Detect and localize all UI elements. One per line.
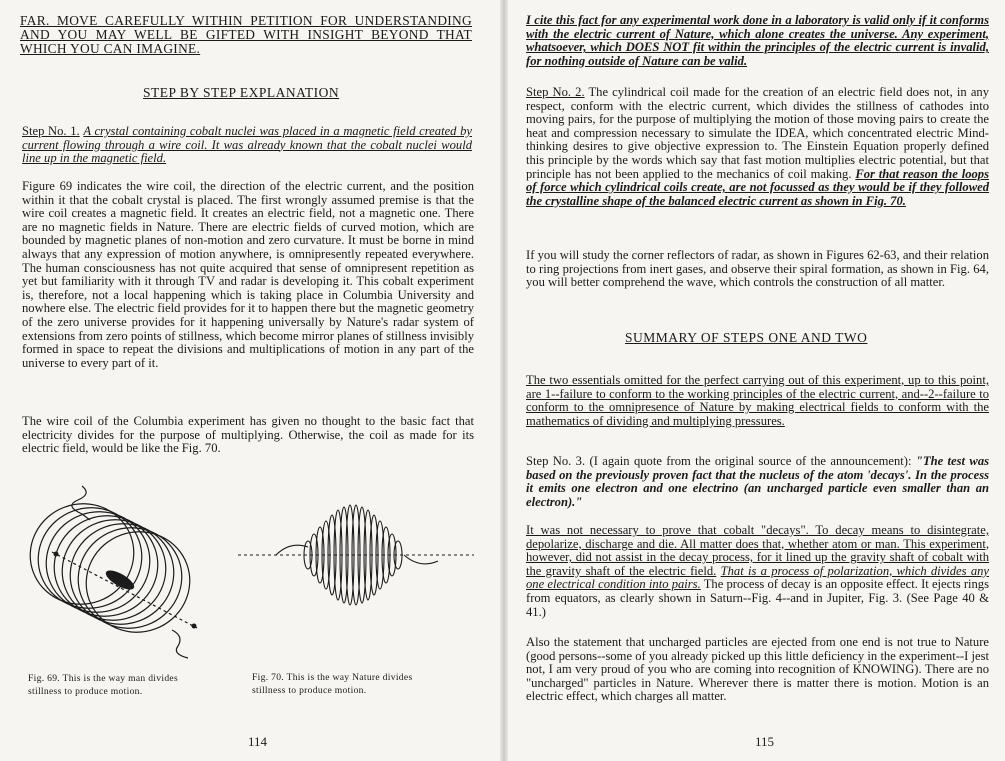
radar-paragraph: If you will study the corner reflectors of radar, as shown in Figures 62-63, and their relation to ring projections from inert gases, and observe their spiral formation, as shown in Fig. 64, you will better comprehend the wave, which controls the construction of all matter.: [526, 248, 989, 290]
decays-text: It was not necessary to prove that cobalt "decays". To decay means to disintegrate, depolarize, discharge and die. All matter does that, whether atom or man. This experiment, however, did not assist in the decay process, for it lined up the gravity shaft of cobalt with the gravity shaft of the electric field.: [526, 523, 989, 578]
fig70-caption-text: This is the way Nature divides stillness to produce motion.: [252, 672, 413, 696]
step2-text: The cylindrical coil made for the creation of an electric field does not, in any respect, conform with the electric current, which divides the stillness of cathodes into moving pairs, for the purpose of multiplying the motion of those moving pairs to create the heat and compression necessary to simulate the IDEA, which concentrated electric Mind-thinking desires to give objective expression to. The Einstein Equation properly defined this principle by the words which say that fast motion multiplies electric potential, but that principle has not been applied to the mechanics of coil making.: [526, 85, 990, 181]
step3-intro: (I again quote from the original source of the announcement):: [589, 454, 912, 468]
heading-summary: SUMMARY OF STEPS ONE AND TWO: [625, 330, 868, 345]
book-gutter: [500, 0, 508, 761]
step2-bold-text: For that reason the loops of force which cylindrical coils create, are not focussed as they would be if they followed the crystalline shape of the balanced electric current as shown in Fig. 70.: [526, 166, 989, 208]
step1-paragraph: [22, 125, 472, 166]
left-page: [0, 0, 500, 761]
heading-step-by-step: STEP BY STEP EXPLANATION: [143, 85, 340, 100]
step3-paragraph: [526, 455, 989, 509]
summary-paragraph: The two essentials omitted for the perfect carrying out of this experiment, up to this point, are 1--failure to conform to the working principles of the electric current, and--2--failure to conform to the omnipresence of Nature by making electrical fields to conform with the mathematics of dividing and multiplying pressures.: [526, 373, 989, 428]
decays-paragraph: [526, 524, 989, 619]
step2-paragraph: [526, 86, 989, 208]
page-number-right: 115: [755, 734, 775, 749]
polarization-text: That is a process of polarization, which divides any one electrical condition into pairs.: [526, 563, 990, 592]
step1-label: Step No. 1.: [22, 124, 80, 138]
opening-quote-paragraph: I cite this fact for any experimental work done in a laboratory is valid only if it conforms with the electric current of Nature, which alone creates the universe. Any experiment, whatsoever, which DOES NOT fit within the principles of the electric current is invalid, for nothing outside of Nature can be valid.: [526, 13, 989, 68]
fig69-discussion-paragraph: Figure 69 indicates the wire coil, the direction of the electric current, and the position within it that the cobalt crystal is placed. The first wrongly assumed premise is that the wire coil creates a magnetic field. It creates an electric field, not a magnetic one. There are no magnetic fields in Nature. There are electric fields of curved motion, which are bounded by magnetic planes of non-motion and zero curvature. It must be borne in mind always that any expression of motion anywhere, is omnipresently repeated everywhere. The human consciousness has not quite acquired that sense of omnipresent repetition as yet but familiarity with it through TV and radar is developing it. This cobalt experiment is, therefore, not a local happening which is taking place in Columbia University and nowhere else. The electric field provides for it to happen there but the magnetic geometry of the zero universe provides for it happening universally by Nature's radar system of extensions from zero points of stillness, which become mirror planes of stillness invisibly formed in space to repeat the divisions and multiplications of motion in any part of the universe to every part of it.: [22, 179, 474, 370]
step2-label: Step No. 2.: [526, 85, 585, 99]
step1-text: A crystal containing cobalt nuclei was placed in a magnetic field created by current flowing through a wire coil. It was already known that the cobalt nuclei would line up in the magnetic field.: [22, 124, 472, 166]
step3-quote: "The test was based on the previously proven fact that the nucleus of the atom 'decays'. In the process it emits one electron and one electrino (an uncharged particle even smaller than an electron).": [526, 454, 990, 509]
step3-label: Step No. 3.: [526, 454, 586, 468]
fig69-coil-drawing: [22, 480, 222, 660]
coil-paragraph: The wire coil of the Columbia experiment has given no thought to the basic fact that electricity divides for the purpose of multiplying. Otherwise, the coil as made for its electric field, would be like the Fig. 70.: [22, 414, 474, 456]
fig70-label: Fig. 70.: [252, 672, 284, 683]
intro-paragraph: FAR. MOVE CAREFULLY WITHIN PETITION FOR UNDERSTANDING AND YOU MAY WELL BE GIFTED WITH INSIGHT BEYOND THAT WHICH YOU CAN IMAGINE.: [20, 13, 472, 57]
fig69-caption: [28, 673, 208, 698]
page-number-left: 114: [248, 734, 268, 749]
decay-effect-text: The process of decay is an opposite effect. It ejects rings from equators, as clearly shown in Saturn--Fig. 4--and in Jupiter, Fig. 3. (See Page 40 & 41.): [526, 577, 990, 619]
fig70-balanced-coil-drawing: [236, 500, 476, 650]
uncharged-paragraph: Also the statement that uncharged particles are ejected from one end is not true to Nature (good persons--some of you already picked up this little deficiency in the experiment--I jest not, I am very proud of you who are coming into recognition of KNOWING). There are no "uncharged" particles in Nature. Wherever there is matter there is motion. Motion is an electric effect, which charges all matter.: [526, 635, 989, 704]
fig69-caption-text: This is the way man divides stillness to produce motion.: [28, 673, 179, 697]
fig70-caption: [252, 672, 448, 697]
fig69-label: Fig. 69.: [28, 673, 60, 684]
right-page: [508, 0, 1005, 761]
